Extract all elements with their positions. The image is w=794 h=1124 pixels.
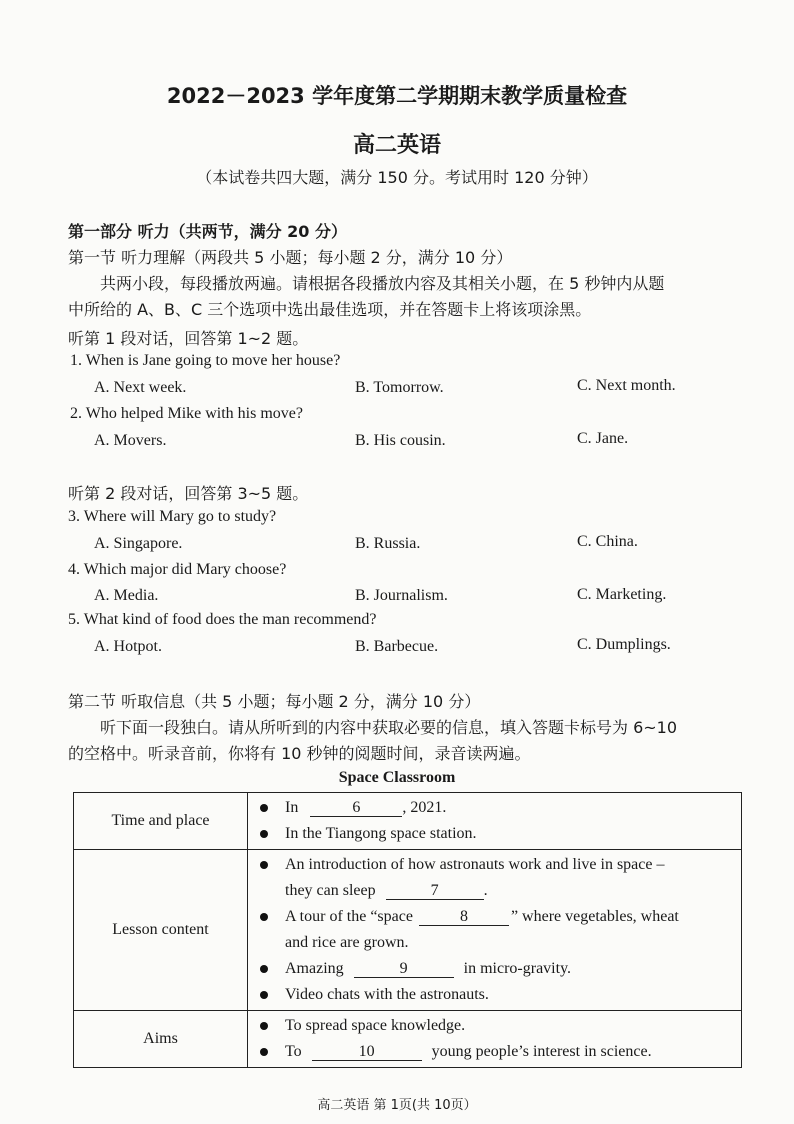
bullet-item: An introduction of how astronauts work and live in space – they can sleep 7 . [260, 852, 733, 904]
section2-instruction-line2: 的空格中。听录音前，你将有 10 秒钟的阅题时间，录音读两遍。 [68, 744, 531, 763]
table-row [74, 850, 742, 1011]
row-label-lesson-content: Lesson content [74, 850, 248, 1011]
bullet-icon [260, 991, 268, 999]
bullet-icon [260, 861, 268, 869]
option-c: C. Next month. [577, 377, 676, 394]
bullet-icon [260, 1048, 268, 1056]
section1-heading: 第一节 听力理解（两段共 5 小题；每小题 2 分，满分 10 分） [68, 248, 513, 267]
question-stem: 3. Where will Mary go to study? [68, 508, 277, 525]
option-a: A. Movers. [94, 432, 167, 449]
table-caption: Space Classroom [338, 769, 456, 786]
space-classroom-table [73, 792, 742, 1068]
option-c: C. China. [577, 533, 638, 550]
row-label-aims: Aims [74, 1011, 248, 1068]
bullet-item: Video chats with the astronauts. [260, 982, 733, 1008]
bullet-item: In 6 , 2021. [260, 795, 733, 821]
section1-instruction-line2: 中所给的 A、B、C 三个选项中选出最佳选项，并在答题卡上将该项涂黑。 [68, 300, 592, 319]
bullet-icon [260, 965, 268, 973]
page-footer: 高二英语 第 1页(共 10页） [317, 1098, 477, 1113]
option-b: B. Tomorrow. [355, 379, 444, 396]
question-stem: 2. Who helped Mike with his move? [70, 405, 303, 422]
bullet-item: A tour of the “space 8 ” where vegetables, wheat and rice are grown. [260, 904, 733, 956]
bullet-icon [260, 1022, 268, 1030]
option-b: B. Russia. [355, 535, 421, 552]
bullet-item: To spread space knowledge. [260, 1013, 733, 1039]
question-stem: 4. Which major did Mary choose? [68, 561, 287, 578]
bullet-icon [260, 830, 268, 838]
option-a: A. Singapore. [94, 535, 183, 552]
row-content-aims [248, 1011, 742, 1068]
option-c: C. Dumplings. [577, 636, 671, 653]
answer-blank-9: 9 [354, 961, 454, 978]
dialog1-heading: 听第 1 段对话，回答第 1~2 题。 [68, 329, 309, 348]
row-label-time-place: Time and place [74, 793, 248, 850]
section2-heading: 第二节 听取信息（共 5 小题；每小题 2 分，满分 10 分） [68, 692, 481, 711]
table-row [74, 793, 742, 850]
option-a: A. Next week. [94, 379, 187, 396]
option-b: B. Journalism. [355, 587, 448, 604]
bullet-icon [260, 804, 268, 812]
dialog2-heading: 听第 2 段对话，回答第 3~5 题。 [68, 484, 309, 503]
question-stem: 5. What kind of food does the man recommend? [68, 611, 377, 628]
bullet-icon [260, 913, 268, 921]
option-c: C. Jane. [577, 430, 629, 447]
answer-blank-7: 7 [386, 883, 484, 900]
exam-title: 2022－2023 学年度第二学期期末教学质量检查 [166, 84, 628, 108]
answer-blank-10: 10 [312, 1044, 422, 1061]
table-row [74, 1011, 742, 1068]
row-content-lesson [248, 850, 742, 1011]
answer-blank-6: 6 [310, 800, 402, 817]
bullet-item: Amazing 9 in micro-gravity. [260, 956, 733, 982]
option-b: B. Barbecue. [355, 638, 439, 655]
answer-blank-8: 8 [419, 909, 509, 926]
section1-instruction-line1: 共两小段，每段播放两遍。请根据各段播放内容及其相关小题，在 5 秒钟内从题 [100, 274, 665, 293]
subject-title: 高二英语 [352, 133, 441, 158]
option-a: A. Hotpot. [94, 638, 162, 655]
row-content-time-place [248, 793, 742, 850]
part1-heading: 第一部分 听力（共两节，满分 20 分） [68, 222, 347, 241]
bullet-item: In the Tiangong space station. [260, 821, 733, 847]
bullet-item: To 10 young people’s interest in science. [260, 1039, 733, 1065]
option-b: B. His cousin. [355, 432, 446, 449]
exam-note: （本试卷共四大题，满分 150 分。考试用时 120 分钟） [196, 168, 598, 187]
option-a: A. Media. [94, 587, 159, 604]
question-stem: 1. When is Jane going to move her house? [70, 352, 341, 369]
section2-instruction-line1: 听下面一段独白。请从所听到的内容中获取必要的信息，填入答题卡标号为 6~10 [100, 718, 678, 737]
option-c: C. Marketing. [577, 586, 667, 603]
